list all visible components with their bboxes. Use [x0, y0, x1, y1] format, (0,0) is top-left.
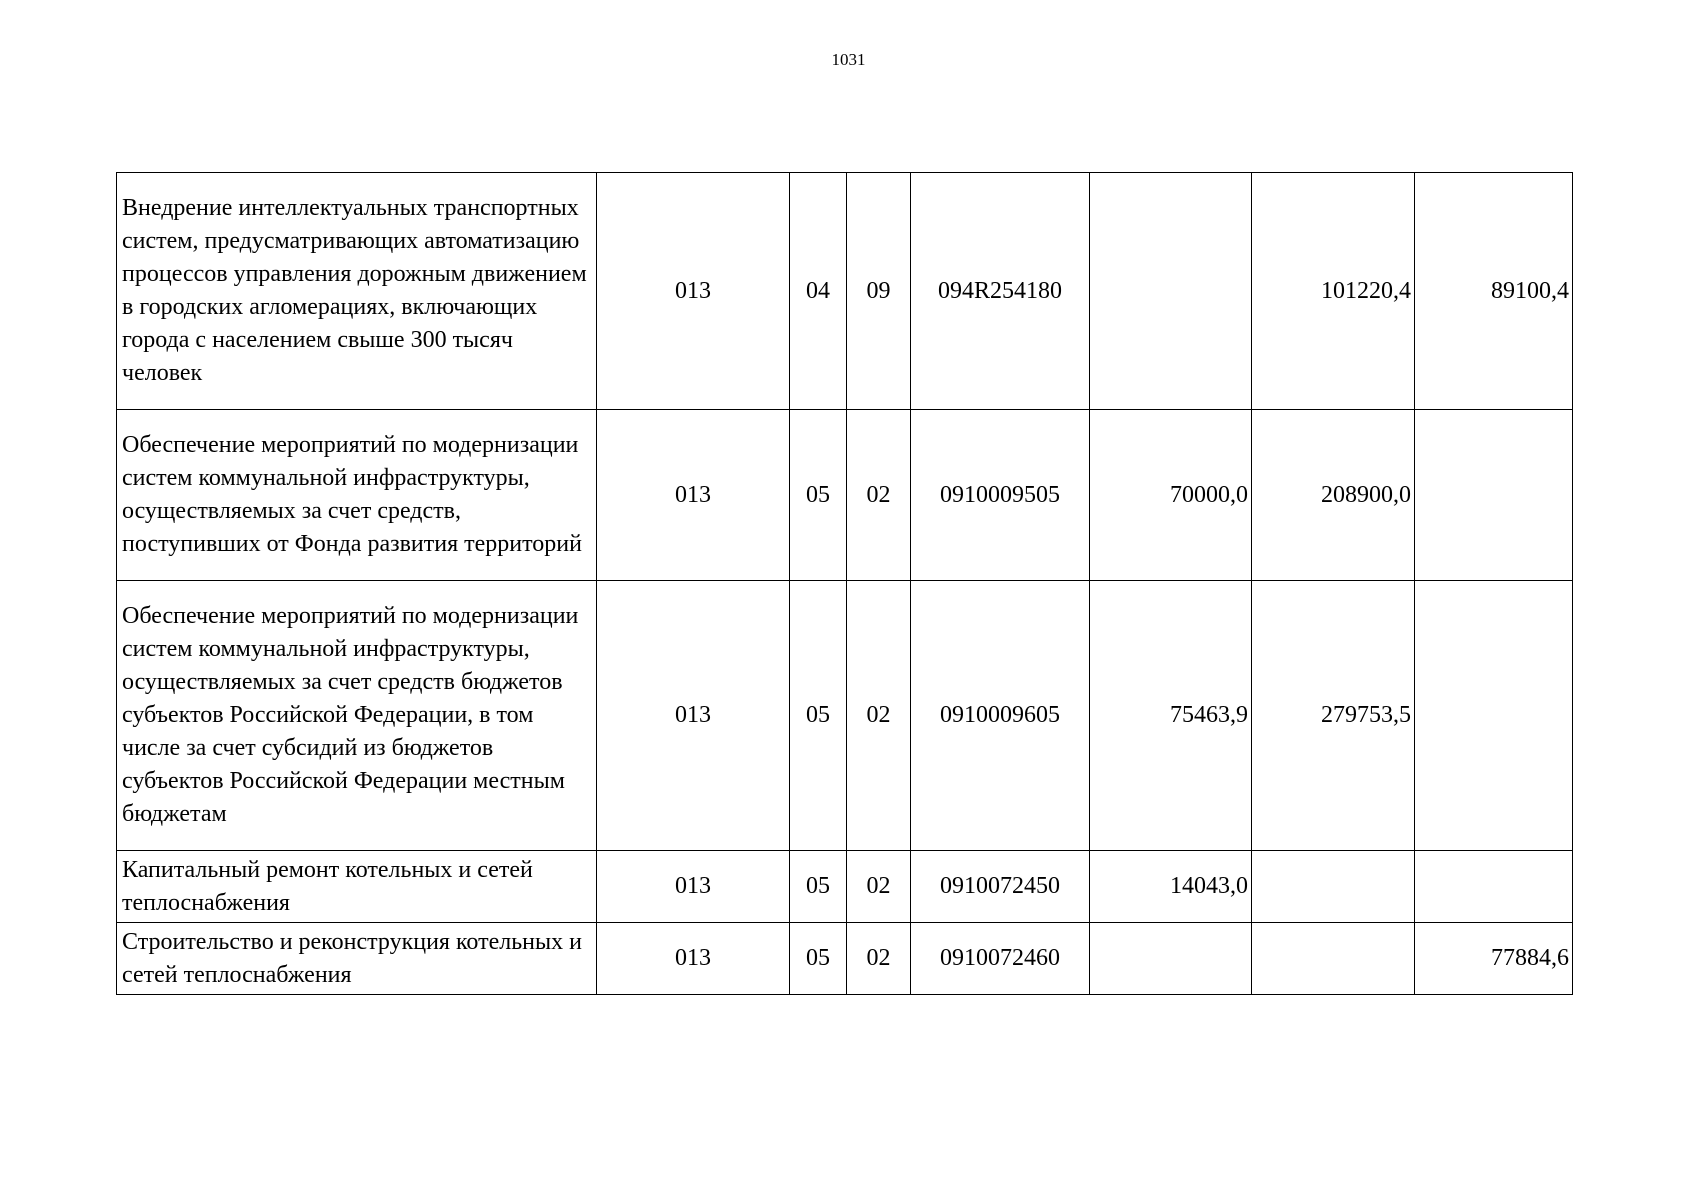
cell-subsection: 02 [847, 851, 911, 923]
cell-amount-2 [1252, 923, 1415, 995]
cell-amount-1 [1090, 173, 1252, 410]
cell-subsection: 02 [847, 410, 911, 581]
table-row [117, 410, 1573, 581]
cell-ministry: 013 [597, 410, 790, 581]
cell-amount-3 [1415, 410, 1573, 581]
cell-amount-1 [1090, 923, 1252, 995]
table-row [117, 173, 1573, 410]
cell-target-article: 0910009605 [911, 581, 1090, 851]
cell-amount-2: 208900,0 [1252, 410, 1415, 581]
cell-amount-1: 14043,0 [1090, 851, 1252, 923]
cell-target-article: 0910072450 [911, 851, 1090, 923]
cell-section: 05 [790, 581, 847, 851]
cell-amount-3 [1415, 581, 1573, 851]
cell-section: 05 [790, 923, 847, 995]
page-number: 1031 [831, 50, 866, 69]
cell-amount-1: 70000,0 [1090, 410, 1252, 581]
cell-target-article: 0910072460 [911, 923, 1090, 995]
cell-description: Обеспечение мероприятий по модернизации систем коммунальной инфраструктуры, осуществляемых за счет средств, поступивших от Фонда развития территорий [117, 410, 597, 581]
cell-subsection: 02 [847, 923, 911, 995]
cell-ministry: 013 [597, 173, 790, 410]
table-row [117, 581, 1573, 851]
cell-amount-2: 101220,4 [1252, 173, 1415, 410]
cell-ministry: 013 [597, 923, 790, 995]
cell-amount-2: 279753,5 [1252, 581, 1415, 851]
cell-section: 04 [790, 173, 847, 410]
cell-section: 05 [790, 410, 847, 581]
table-row [117, 923, 1573, 995]
cell-target-article: 0910009505 [911, 410, 1090, 581]
cell-target-article: 094R254180 [911, 173, 1090, 410]
cell-amount-3 [1415, 851, 1573, 923]
cell-subsection: 02 [847, 581, 911, 851]
cell-amount-3: 89100,4 [1415, 173, 1573, 410]
cell-description: Строительство и реконструкция котельных и сетей теплоснабжения [117, 923, 597, 995]
cell-ministry: 013 [597, 851, 790, 923]
table-row [117, 851, 1573, 923]
cell-subsection: 09 [847, 173, 911, 410]
cell-amount-2 [1252, 851, 1415, 923]
cell-amount-1: 75463,9 [1090, 581, 1252, 851]
cell-description: Внедрение интеллектуальных транспортных систем, предусматривающих автоматизацию процессов управления дорожным движением в городских агломерациях, включающих города с населением свыше 300 тысяч человек [117, 173, 597, 410]
budget-table [116, 172, 1573, 995]
cell-amount-3: 77884,6 [1415, 923, 1573, 995]
cell-description: Обеспечение мероприятий по модернизации систем коммунальной инфраструктуры, осуществляемых за счет средств бюджетов субъектов Российской Федерации, в том числе за счет субсидий из бюджетов субъектов Российской Федерации местным бюджетам [117, 581, 597, 851]
cell-description: Капитальный ремонт котельных и сетей теплоснабжения [117, 851, 597, 923]
cell-ministry: 013 [597, 581, 790, 851]
cell-section: 05 [790, 851, 847, 923]
